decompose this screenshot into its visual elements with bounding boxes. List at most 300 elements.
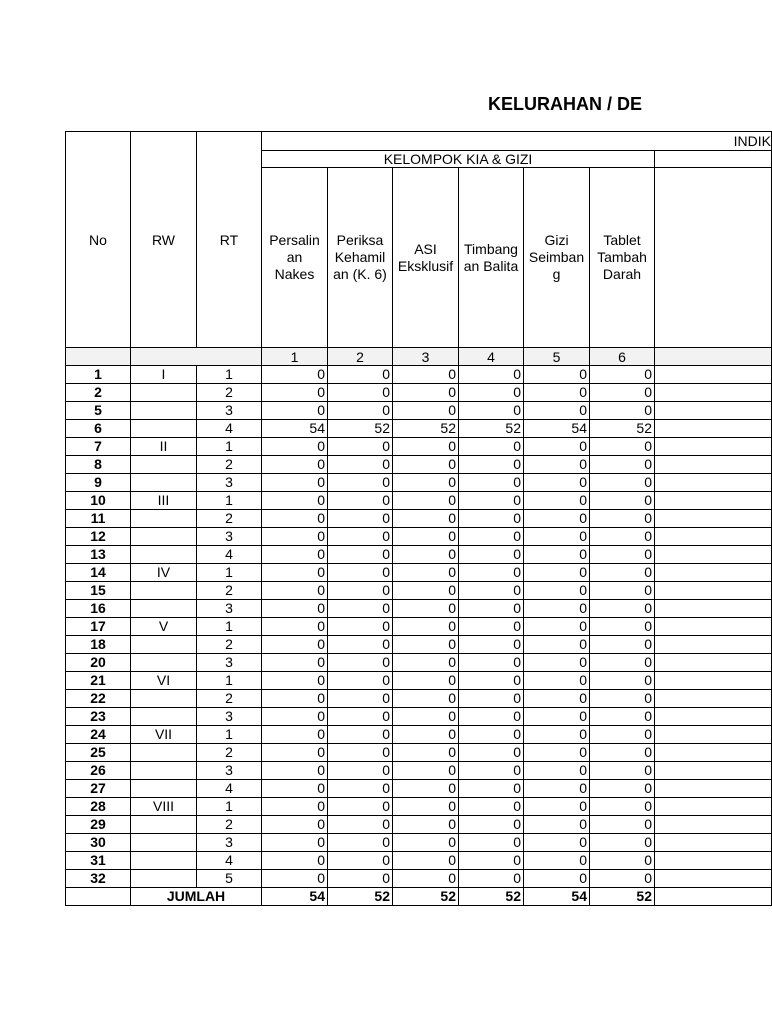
row-value-3: 0: [393, 798, 459, 816]
row-value-3: 0: [393, 816, 459, 834]
row-value-3: 0: [393, 492, 459, 510]
header-indikator: [262, 132, 772, 151]
row-value-2: 0: [328, 402, 393, 420]
row-no: 16: [66, 600, 131, 618]
row-rt: 3: [197, 600, 262, 618]
header-no: No: [66, 132, 131, 348]
row-value-2: 0: [328, 384, 393, 402]
total-value-5: 54: [524, 888, 590, 906]
row-value-1: 0: [262, 852, 328, 870]
row-value-4: 52: [459, 420, 524, 438]
row-next: [655, 564, 772, 582]
row-next: [655, 492, 772, 510]
row-value-5: 54: [524, 420, 590, 438]
row-rt: 3: [197, 708, 262, 726]
row-no: 28: [66, 798, 131, 816]
row-value-4: 0: [459, 618, 524, 636]
column-header-6: Tablet Tambah Darah: [590, 168, 655, 348]
row-value-4: 0: [459, 834, 524, 852]
row-rw: [131, 708, 197, 726]
column-number-4: 4: [459, 348, 524, 366]
total-blank: [66, 888, 131, 906]
row-value-3: 0: [393, 438, 459, 456]
row-next: [655, 798, 772, 816]
row-rt: 2: [197, 510, 262, 528]
row-value-5: 0: [524, 600, 590, 618]
row-no: 14: [66, 564, 131, 582]
table-row: [66, 672, 772, 690]
row-value-1: 54: [262, 420, 328, 438]
total-value-1: 54: [262, 888, 328, 906]
table-row: [66, 510, 772, 528]
row-value-2: 0: [328, 708, 393, 726]
row-no: 29: [66, 816, 131, 834]
row-value-1: 0: [262, 726, 328, 744]
total-label: JUMLAH: [131, 888, 262, 906]
row-next: [655, 672, 772, 690]
row-value-2: 0: [328, 762, 393, 780]
row-value-1: 0: [262, 672, 328, 690]
row-value-5: 0: [524, 708, 590, 726]
row-value-4: 0: [459, 708, 524, 726]
row-value-3: 0: [393, 546, 459, 564]
row-next: [655, 402, 772, 420]
header-rt: RT: [197, 132, 262, 348]
row-value-3: 52: [393, 420, 459, 438]
row-value-2: 0: [328, 618, 393, 636]
header-group-next: [655, 151, 772, 168]
row-value-2: 0: [328, 366, 393, 384]
row-value-1: 0: [262, 564, 328, 582]
row-rw: [131, 600, 197, 618]
row-rw: [131, 402, 197, 420]
row-value-2: 0: [328, 744, 393, 762]
total-row: [66, 888, 772, 906]
row-next: [655, 546, 772, 564]
row-value-2: 0: [328, 510, 393, 528]
row-value-4: 0: [459, 366, 524, 384]
row-no: 26: [66, 762, 131, 780]
index-cell-rw-rt: [131, 348, 262, 366]
row-rt: 3: [197, 762, 262, 780]
total-next: [655, 888, 772, 906]
header-indikator-label: INDIK: [733, 133, 772, 149]
row-rt: 2: [197, 582, 262, 600]
row-value-4: 0: [459, 384, 524, 402]
row-value-2: 0: [328, 726, 393, 744]
row-value-1: 0: [262, 546, 328, 564]
row-rt: 4: [197, 780, 262, 798]
column-header-5: Gizi Seimban g: [524, 168, 590, 348]
row-next: [655, 870, 772, 888]
row-next: [655, 780, 772, 798]
row-rw: [131, 474, 197, 492]
row-value-6: 0: [590, 654, 655, 672]
row-value-1: 0: [262, 366, 328, 384]
row-rt: 1: [197, 564, 262, 582]
row-rw: VII: [131, 726, 197, 744]
row-no: 21: [66, 672, 131, 690]
row-value-2: 0: [328, 600, 393, 618]
row-value-5: 0: [524, 744, 590, 762]
table-row: [66, 852, 772, 870]
row-value-3: 0: [393, 672, 459, 690]
row-rw: [131, 852, 197, 870]
row-value-1: 0: [262, 618, 328, 636]
row-value-4: 0: [459, 438, 524, 456]
row-next: [655, 816, 772, 834]
row-rw: [131, 690, 197, 708]
row-value-1: 0: [262, 402, 328, 420]
row-value-4: 0: [459, 780, 524, 798]
row-value-2: 0: [328, 528, 393, 546]
row-rt: 2: [197, 636, 262, 654]
row-value-3: 0: [393, 870, 459, 888]
row-value-2: 0: [328, 582, 393, 600]
row-value-3: 0: [393, 582, 459, 600]
row-value-5: 0: [524, 672, 590, 690]
row-value-5: 0: [524, 798, 590, 816]
row-value-5: 0: [524, 726, 590, 744]
row-no: 20: [66, 654, 131, 672]
row-value-2: 0: [328, 546, 393, 564]
row-value-3: 0: [393, 852, 459, 870]
table-row: [66, 438, 772, 456]
row-rt: 3: [197, 834, 262, 852]
row-next: [655, 510, 772, 528]
row-value-6: 0: [590, 438, 655, 456]
row-value-5: 0: [524, 852, 590, 870]
row-rw: [131, 384, 197, 402]
row-value-6: 0: [590, 366, 655, 384]
row-value-6: 0: [590, 510, 655, 528]
row-value-2: 0: [328, 492, 393, 510]
row-value-2: 0: [328, 834, 393, 852]
column-number-2: 2: [328, 348, 393, 366]
total-value-6: 52: [590, 888, 655, 906]
row-value-1: 0: [262, 636, 328, 654]
row-no: 8: [66, 456, 131, 474]
row-value-3: 0: [393, 456, 459, 474]
row-next: [655, 744, 772, 762]
row-value-6: 0: [590, 474, 655, 492]
row-next: [655, 474, 772, 492]
row-value-1: 0: [262, 816, 328, 834]
row-value-3: 0: [393, 528, 459, 546]
table-row: [66, 582, 772, 600]
row-rt: 4: [197, 420, 262, 438]
row-value-2: 0: [328, 852, 393, 870]
row-next: [655, 456, 772, 474]
table-row: [66, 402, 772, 420]
row-value-3: 0: [393, 834, 459, 852]
row-value-3: 0: [393, 744, 459, 762]
table-row: [66, 384, 772, 402]
row-next: [655, 600, 772, 618]
row-rt: 1: [197, 492, 262, 510]
row-value-4: 0: [459, 744, 524, 762]
row-value-2: 0: [328, 798, 393, 816]
row-value-6: 0: [590, 600, 655, 618]
row-value-1: 0: [262, 654, 328, 672]
table-row: [66, 456, 772, 474]
row-value-3: 0: [393, 366, 459, 384]
row-value-5: 0: [524, 456, 590, 474]
index-cell-next: [655, 348, 772, 366]
row-no: 22: [66, 690, 131, 708]
report-table: [65, 131, 772, 906]
row-value-4: 0: [459, 726, 524, 744]
row-value-4: 0: [459, 690, 524, 708]
column-number-5: 5: [524, 348, 590, 366]
row-no: 7: [66, 438, 131, 456]
row-no: 18: [66, 636, 131, 654]
row-rt: 2: [197, 744, 262, 762]
row-value-5: 0: [524, 834, 590, 852]
row-value-3: 0: [393, 384, 459, 402]
row-rw: IV: [131, 564, 197, 582]
row-value-2: 0: [328, 438, 393, 456]
row-next: [655, 438, 772, 456]
row-value-3: 0: [393, 654, 459, 672]
row-value-1: 0: [262, 582, 328, 600]
row-no: 12: [66, 528, 131, 546]
row-value-3: 0: [393, 708, 459, 726]
row-value-3: 0: [393, 636, 459, 654]
row-rw: I: [131, 366, 197, 384]
row-value-4: 0: [459, 672, 524, 690]
row-value-3: 0: [393, 474, 459, 492]
row-value-6: 0: [590, 402, 655, 420]
row-value-6: 0: [590, 672, 655, 690]
column-header-4: Timbang an Balita: [459, 168, 524, 348]
row-rw: III: [131, 492, 197, 510]
row-rt: 1: [197, 618, 262, 636]
row-next: [655, 654, 772, 672]
row-rt: 3: [197, 474, 262, 492]
row-rw: II: [131, 438, 197, 456]
row-value-1: 0: [262, 762, 328, 780]
row-rw: [131, 420, 197, 438]
row-no: 15: [66, 582, 131, 600]
row-no: 30: [66, 834, 131, 852]
row-value-5: 0: [524, 384, 590, 402]
row-value-5: 0: [524, 402, 590, 420]
row-value-4: 0: [459, 600, 524, 618]
table-row: [66, 654, 772, 672]
row-rt: 5: [197, 870, 262, 888]
row-value-2: 0: [328, 636, 393, 654]
row-value-5: 0: [524, 780, 590, 798]
row-value-4: 0: [459, 870, 524, 888]
row-value-1: 0: [262, 780, 328, 798]
column-header-2: Periksa Kehamil an (K. 6): [328, 168, 393, 348]
row-value-3: 0: [393, 600, 459, 618]
row-value-4: 0: [459, 402, 524, 420]
row-rw: [131, 762, 197, 780]
table-row: [66, 492, 772, 510]
row-no: 27: [66, 780, 131, 798]
row-no: 23: [66, 708, 131, 726]
row-next: [655, 528, 772, 546]
table-row: [66, 474, 772, 492]
column-number-1: 1: [262, 348, 328, 366]
row-no: 31: [66, 852, 131, 870]
row-value-2: 0: [328, 672, 393, 690]
row-next: [655, 690, 772, 708]
row-next: [655, 834, 772, 852]
row-value-6: 0: [590, 492, 655, 510]
row-value-3: 0: [393, 780, 459, 798]
table-row: [66, 366, 772, 384]
row-no: 5: [66, 402, 131, 420]
row-value-3: 0: [393, 402, 459, 420]
row-value-2: 0: [328, 690, 393, 708]
row-value-1: 0: [262, 834, 328, 852]
header-rw: RW: [131, 132, 197, 348]
row-value-6: 52: [590, 420, 655, 438]
row-rw: VI: [131, 672, 197, 690]
row-value-1: 0: [262, 510, 328, 528]
row-value-1: 0: [262, 798, 328, 816]
row-next: [655, 420, 772, 438]
row-rw: [131, 780, 197, 798]
row-rw: [131, 744, 197, 762]
row-value-5: 0: [524, 546, 590, 564]
row-value-6: 0: [590, 384, 655, 402]
row-value-5: 0: [524, 618, 590, 636]
row-no: 10: [66, 492, 131, 510]
row-value-6: 0: [590, 546, 655, 564]
row-value-6: 0: [590, 528, 655, 546]
column-number-3: 3: [393, 348, 459, 366]
row-rw: [131, 510, 197, 528]
row-rt: 3: [197, 528, 262, 546]
row-value-1: 0: [262, 384, 328, 402]
row-next: [655, 852, 772, 870]
row-value-1: 0: [262, 438, 328, 456]
row-value-3: 0: [393, 510, 459, 528]
row-value-2: 0: [328, 870, 393, 888]
total-value-4: 52: [459, 888, 524, 906]
row-no: 1: [66, 366, 131, 384]
row-value-1: 0: [262, 600, 328, 618]
row-value-4: 0: [459, 564, 524, 582]
table-row: [66, 762, 772, 780]
row-value-4: 0: [459, 456, 524, 474]
row-value-4: 0: [459, 546, 524, 564]
table-row: [66, 708, 772, 726]
row-rw: [131, 870, 197, 888]
row-no: 2: [66, 384, 131, 402]
row-value-5: 0: [524, 474, 590, 492]
row-value-6: 0: [590, 780, 655, 798]
row-no: 6: [66, 420, 131, 438]
row-value-2: 0: [328, 816, 393, 834]
row-value-4: 0: [459, 762, 524, 780]
row-value-6: 0: [590, 834, 655, 852]
table-row: [66, 834, 772, 852]
header-group-kia-gizi: KELOMPOK KIA & GIZI: [262, 151, 655, 168]
row-value-4: 0: [459, 474, 524, 492]
row-no: 13: [66, 546, 131, 564]
row-value-5: 0: [524, 564, 590, 582]
row-value-1: 0: [262, 708, 328, 726]
row-value-5: 0: [524, 636, 590, 654]
row-value-1: 0: [262, 474, 328, 492]
column-header-1: Persalin an Nakes: [262, 168, 328, 348]
table-row: [66, 618, 772, 636]
column-header-3: ASI Eksklusif: [393, 168, 459, 348]
row-value-5: 0: [524, 762, 590, 780]
row-value-1: 0: [262, 870, 328, 888]
row-value-5: 0: [524, 528, 590, 546]
row-value-4: 0: [459, 510, 524, 528]
row-value-5: 0: [524, 690, 590, 708]
row-rt: 1: [197, 366, 262, 384]
row-value-4: 0: [459, 654, 524, 672]
row-rt: 3: [197, 402, 262, 420]
row-next: [655, 618, 772, 636]
row-value-6: 0: [590, 816, 655, 834]
row-value-2: 52: [328, 420, 393, 438]
table-row: [66, 600, 772, 618]
row-next: [655, 762, 772, 780]
row-value-6: 0: [590, 456, 655, 474]
table-row: [66, 816, 772, 834]
row-rt: 3: [197, 654, 262, 672]
row-value-6: 0: [590, 762, 655, 780]
row-value-5: 0: [524, 492, 590, 510]
total-value-2: 52: [328, 888, 393, 906]
table-row: [66, 798, 772, 816]
row-value-6: 0: [590, 726, 655, 744]
row-rt: 4: [197, 546, 262, 564]
row-value-2: 0: [328, 456, 393, 474]
row-value-4: 0: [459, 528, 524, 546]
row-value-2: 0: [328, 654, 393, 672]
row-rt: 2: [197, 384, 262, 402]
row-value-5: 0: [524, 510, 590, 528]
row-next: [655, 384, 772, 402]
row-value-6: 0: [590, 744, 655, 762]
row-rt: 2: [197, 456, 262, 474]
row-next: [655, 582, 772, 600]
row-value-6: 0: [590, 582, 655, 600]
row-next: [655, 366, 772, 384]
row-value-5: 0: [524, 366, 590, 384]
total-value-3: 52: [393, 888, 459, 906]
row-rw: [131, 546, 197, 564]
row-value-5: 0: [524, 654, 590, 672]
row-value-5: 0: [524, 816, 590, 834]
table-row: [66, 780, 772, 798]
row-value-4: 0: [459, 582, 524, 600]
row-value-4: 0: [459, 816, 524, 834]
row-rt: 1: [197, 672, 262, 690]
row-rw: [131, 654, 197, 672]
row-value-2: 0: [328, 564, 393, 582]
row-rt: 1: [197, 798, 262, 816]
row-value-4: 0: [459, 492, 524, 510]
table-row: [66, 744, 772, 762]
row-rw: [131, 528, 197, 546]
column-header-next: [655, 168, 772, 348]
row-value-6: 0: [590, 690, 655, 708]
row-value-3: 0: [393, 726, 459, 744]
row-rw: V: [131, 618, 197, 636]
row-value-3: 0: [393, 564, 459, 582]
